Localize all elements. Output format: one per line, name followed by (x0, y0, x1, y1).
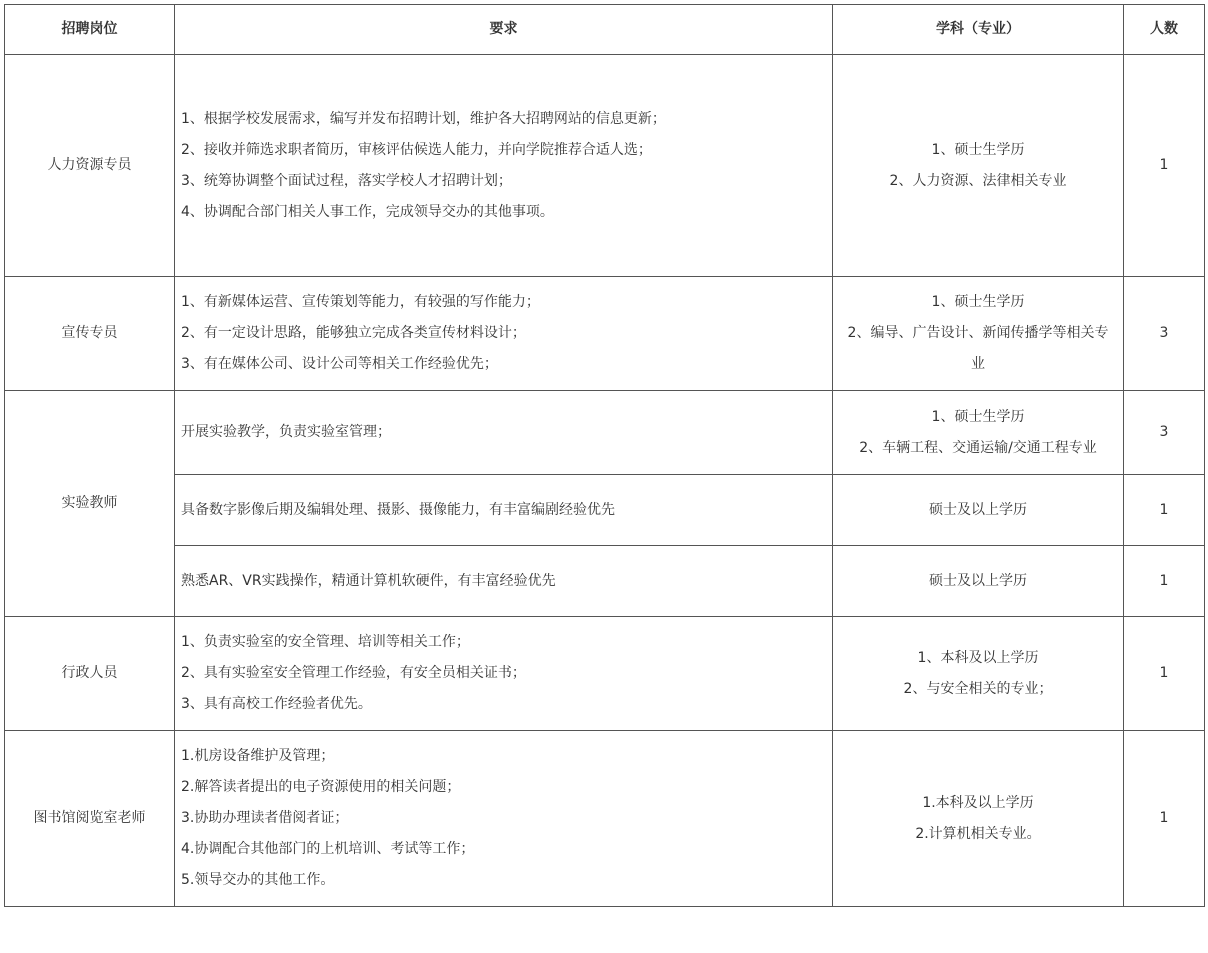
header-requirements: 要求 (175, 5, 833, 55)
count-cell: 1 (1124, 475, 1205, 546)
table-row (5, 546, 1205, 617)
count-cell: 3 (1124, 277, 1205, 391)
requirement-line: 3、有在媒体公司、设计公司等相关工作经验优先； (181, 356, 498, 372)
discipline-line: 1、本科及以上学历 (917, 649, 1039, 666)
discipline-line: 1、硕士生学历 (931, 408, 1025, 425)
discipline-line: 2、与安全相关的专业； (903, 680, 1053, 697)
count-cell: 1 (1124, 546, 1205, 617)
discipline-cell (833, 391, 1124, 475)
requirement-line: 1、负责实验室的安全管理、培训等相关工作； (181, 634, 470, 650)
requirements-cell (175, 546, 833, 617)
discipline-line: 2、人力资源、法律相关专业 (889, 172, 1067, 189)
requirement-line: 2、接收并筛选求职者简历，审核评估候选人能力，并向学院推荐合适人选； (181, 141, 652, 158)
requirements-cell (175, 55, 833, 277)
position-cell: 图书馆阅览室老师 (5, 731, 175, 907)
requirement-line: 3.协助办理读者借阅者证； (181, 810, 349, 826)
requirement-line: 1、有新媒体运营、宣传策划等能力，有较强的写作能力； (181, 294, 540, 310)
discipline-cell (833, 731, 1124, 907)
discipline-line: 硕士及以上学历 (929, 572, 1027, 589)
count-cell: 1 (1124, 731, 1205, 907)
table-row (5, 277, 1205, 391)
discipline-line: 1、硕士生学历 (931, 294, 1025, 310)
requirement-line: 2、具有实验室安全管理工作经验，有安全员相关证书； (181, 665, 526, 681)
discipline-line: 硕士及以上学历 (929, 501, 1027, 518)
requirement-line: 具备数字影像后期及编辑处理、摄影、摄像能力，有丰富编剧经验优先 (181, 501, 615, 518)
table-row (5, 475, 1205, 546)
requirements-cell (175, 277, 833, 391)
requirement-line: 5.领导交办的其他工作。 (181, 872, 335, 888)
discipline-line: 业 (971, 356, 985, 372)
header-discipline: 学科（专业） (833, 5, 1124, 55)
requirements-cell (175, 391, 833, 475)
count-cell: 1 (1124, 617, 1205, 731)
discipline-cell (833, 277, 1124, 391)
table-row (5, 731, 1205, 907)
position-cell: 人力资源专员 (5, 55, 175, 277)
position-cell: 实验教师 (5, 391, 175, 617)
table-row (5, 391, 1205, 475)
table-header-row (5, 5, 1205, 55)
requirement-line: 熟悉AR、VR实践操作，精通计算机软硬件，有丰富经验优先 (181, 572, 556, 589)
requirement-line: 4.协调配合其他部门的上机培训、考试等工作； (181, 841, 475, 857)
requirement-line: 2.解答读者提出的电子资源使用的相关问题； (181, 779, 461, 795)
discipline-line: 2.计算机相关专业。 (915, 825, 1041, 842)
count-cell: 3 (1124, 391, 1205, 475)
table-row (5, 55, 1205, 277)
discipline-cell (833, 475, 1124, 546)
requirement-line: 2、有一定设计思路，能够独立完成各类宣传材料设计； (181, 325, 526, 341)
requirements-cell (175, 475, 833, 546)
count-cell: 1 (1124, 55, 1205, 277)
requirement-line: 开展实验教学，负责实验室管理； (181, 424, 391, 440)
discipline-line: 2、车辆工程、交通运输/交通工程专业 (859, 439, 1097, 456)
discipline-cell (833, 546, 1124, 617)
header-count: 人数 (1124, 5, 1205, 55)
discipline-cell (833, 617, 1124, 731)
discipline-cell (833, 55, 1124, 277)
position-cell: 宣传专员 (5, 277, 175, 391)
table-row (5, 617, 1205, 731)
requirements-cell (175, 617, 833, 731)
discipline-line: 2、编导、广告设计、新闻传播学等相关专 (847, 325, 1109, 341)
requirement-line: 1、根据学校发展需求，编写并发布招聘计划，维护各大招聘网站的信息更新； (181, 110, 666, 127)
requirement-line: 3、统筹协调整个面试过程，落实学校人才招聘计划； (181, 172, 512, 189)
requirement-line: 1.机房设备维护及管理； (181, 748, 335, 764)
recruitment-table (4, 4, 1205, 907)
header-position: 招聘岗位 (5, 5, 175, 55)
position-cell: 行政人员 (5, 617, 175, 731)
requirement-line: 3、具有高校工作经验者优先。 (181, 696, 372, 712)
discipline-line: 1、硕士生学历 (931, 141, 1025, 158)
requirements-cell (175, 731, 833, 907)
discipline-line: 1.本科及以上学历 (922, 794, 1034, 811)
requirement-line: 4、协调配合部门相关人事工作，完成领导交办的其他事项。 (181, 203, 554, 220)
